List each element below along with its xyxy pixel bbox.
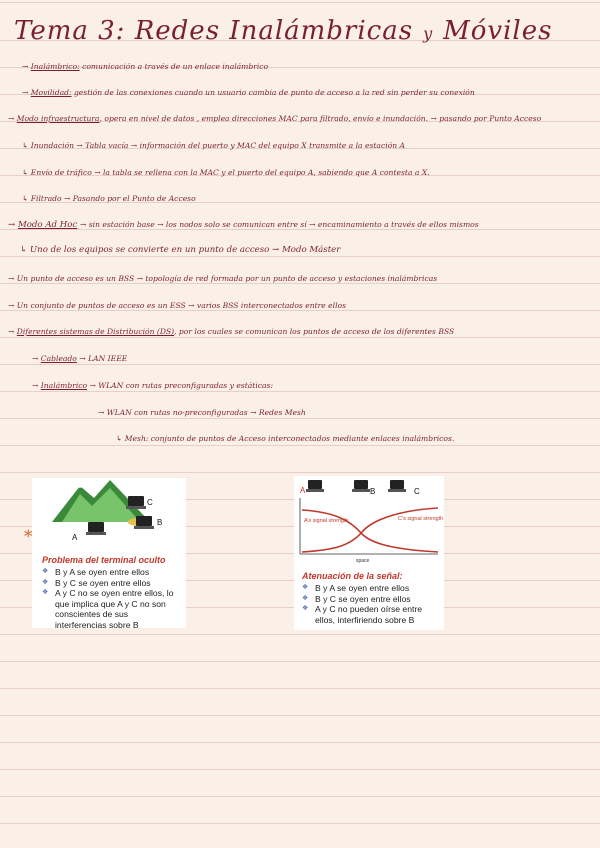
- note-line: → Modo infraestructura, opera en nivel de datos , emplea direcciones MAC para filtrado, envío e inundación. → pasando por Punto Acceso: [8, 114, 542, 123]
- signal-attenuation-diagram: [294, 476, 444, 564]
- note-line: → WLAN con rutas no-preconfiguradas → Redes Mesh: [98, 408, 306, 417]
- bullet-item: ❖ B y C se oyen entre ellos: [42, 578, 180, 589]
- note-line: → Un conjunto de puntos de acceso es un ESS → varios BSS interconectados entre ellos: [8, 301, 347, 310]
- signal-c-label: C’s signal strength: [398, 516, 444, 522]
- note-line: → Diferentes sistemas de Distribución (DS), por los cuales se comunican los puntos de acceso de los diferentes BSS: [8, 327, 455, 336]
- figure-bullets: [42, 567, 180, 630]
- asterisk-marker: *: [24, 527, 33, 547]
- note-line: ↳ Mesh: conjunto de puntos de Acceso interconectados mediante enlaces inalámbricos.: [116, 434, 455, 443]
- note-line: → Movilidad: gestión de las conexiones cuando un usuario cambia de punto de acceso a la red sin perder su conexión: [22, 88, 475, 97]
- note-line: ↳ Envío de tráfico → la tabla se rellena con la MAC y el puerto del equipo A, sabiendo que A contesta a X.: [22, 168, 430, 177]
- note-line: ↳ Uno de los equipos se convierte en un punto de acceso → Modo Máster: [20, 245, 341, 255]
- figure-caption: Atenuación de la señal:: [302, 571, 403, 581]
- bullet-item: ❖ A y C no se oyen entre ellos, lo que implica que A y C no son conscientes de sus interferencias sobre B: [42, 588, 180, 630]
- bullet-item: ❖ B y A se oyen entre ellos: [42, 567, 180, 578]
- figure-bullets: [302, 583, 440, 625]
- diagram-label-c: C: [414, 487, 420, 496]
- bullet-item: ❖ B y C se oyen entre ellos: [302, 594, 440, 605]
- bullet-item: ❖ A y C no pueden oírse entre ellos, interfiriendo sobre B: [302, 604, 440, 625]
- note-line: → Inalámbrico: comunicación a través de un enlace inalámbrico: [22, 62, 269, 71]
- note-line: → Cableado → LAN IEEE: [32, 354, 128, 363]
- signal-attenuation-figure: [294, 476, 444, 630]
- note-line: ↳ Filtrado → Pasando por el Punto de Acceso: [22, 194, 196, 203]
- diagram-label-a: A: [300, 486, 306, 495]
- note-line: → Inalámbrico → WLAN con rutas preconfiguradas y estáticas:: [32, 381, 274, 390]
- note-line: → Un punto de acceso es un BSS → topología de red formada por un punto de acceso y estaciones inalámbricas: [8, 274, 438, 283]
- note-line: ↳ Inundación → Tabla vacía → información del puerto y MAC del equipo X transmite a la estación A: [22, 141, 405, 150]
- hidden-terminal-figure: [32, 478, 186, 628]
- note-line: → Modo Ad Hoc → sin estación base → los nodos solo se comunican entre sí → encaminamiento a través de ellos mismos: [8, 220, 479, 230]
- diagram-label-a: A: [72, 533, 78, 542]
- hidden-terminal-diagram: [32, 478, 186, 550]
- diagram-label-b: B: [157, 518, 163, 527]
- diagram-label-c: C: [147, 498, 153, 507]
- axis-label: space: [356, 558, 370, 564]
- bullet-item: ❖ B y A se oyen entre ellos: [302, 583, 440, 594]
- signal-a-label: A’s signal strength: [304, 518, 349, 524]
- diagram-label-b: B: [370, 487, 376, 496]
- figure-caption: Problema del terminal oculto: [42, 555, 166, 565]
- page-title: Tema 3: Redes Inalámbricas y Móviles: [14, 16, 553, 46]
